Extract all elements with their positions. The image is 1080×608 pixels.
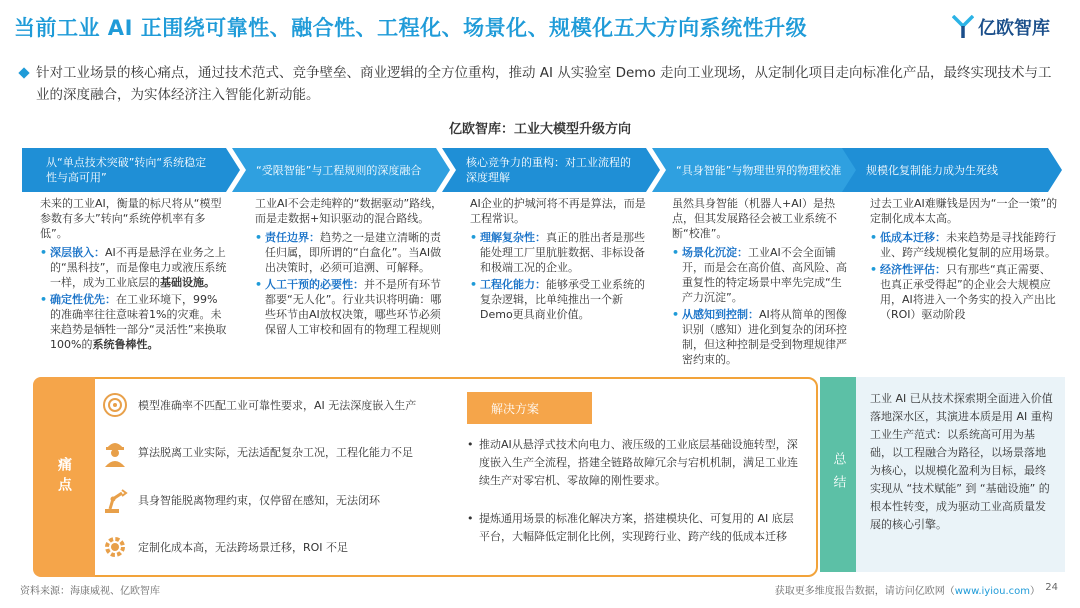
- column-4-lead: 虽然具身智能（机器人+AI）是热点，但其发展路径会被工业系统不断“校准”。: [672, 197, 837, 240]
- arrow-2-label: “受限智能”与工程规则的深度融合: [256, 163, 422, 177]
- section-title: 亿欧智库：工业大模型升级方向: [448, 122, 631, 137]
- column-3-lead: AI企业的护城河将不再是算法，而是工程常识。: [470, 197, 646, 225]
- logo: [952, 14, 1050, 40]
- column-1-lead: 未来的工业AI，衡量的标尺将从“模型参数有多大”转向“系统停机率有多低”。: [40, 197, 222, 240]
- direction-arrows: [22, 148, 1062, 192]
- arrow-5-label: 规模化复制能力成为生死线: [866, 163, 998, 177]
- column-2: [255, 196, 443, 339]
- arrow-5: [842, 148, 1062, 192]
- column-3: [470, 196, 650, 324]
- column-2-lead: 工业AI不会走纯粹的“数据驱动”路线，而是走数据+知识驱动的混合路线。: [255, 197, 443, 225]
- footer-more: [775, 582, 1040, 597]
- logo-text: 亿欧智库: [978, 18, 1050, 39]
- arrow-1: [22, 148, 240, 192]
- summary-label: 总结: [820, 377, 856, 572]
- pain-item-2: [100, 437, 413, 467]
- list-item: • 从感知到控制：AI将从简单的图像识别（感知）进化到复杂的闭环控制，但这种控制是受到物理规律严密约束的。: [682, 307, 850, 367]
- pain-item-4: [100, 532, 348, 562]
- list-item: • 确定性优先：在工业环境下，99%的准确率往往意味着1%的灾难。未来趋势是牺牲一部分“灵活性”来换取100%的系统鲁棒性。: [50, 292, 228, 352]
- arrow-2: [232, 148, 450, 192]
- list-item: • 理解复杂性：真正的胜出者是那些能处理工厂里肮脏数据、非标设备和极端工况的企业。: [480, 230, 650, 275]
- target-icon: [100, 390, 130, 420]
- pain-points-label: 痛点: [33, 377, 95, 577]
- list-item: • 深层嵌入：AI不再是悬浮在业务之上的“黑科技”，而是像电力或液压系统一样，成为工业底层的基础设施。: [50, 245, 228, 290]
- logo-icon: [952, 15, 974, 39]
- list-item: • 经济性评估：只有那些“真正需要、也真正承受得起”的企业会大规模应用，AI将进入一个务实的投入产出比（ROI）驱动阶段: [880, 262, 1060, 322]
- solution-item-2: • 提炼通用场景的标准化解决方案，搭建模块化、可复用的 AI 底层平台，大幅降低定制化比例，实现跨行业、跨产线的低成本迁移: [467, 510, 802, 546]
- intro-paragraph: [20, 62, 1060, 106]
- footer-prefix: 获取更多维度报告数据，请访问亿欧网（: [774, 586, 955, 597]
- summary-text: 工业 AI 已从技术探索期全面进入价值落地深水区，其演进本质是用 AI 重构工业生产范式：以系统高可用为基础，以工程融合为路径，以场景落地为核心，以规模化盈利为目标，最终实现从 “技术赋能” 到 “基础设施” 的根本性转变，成为驱动工业高质量发展的核心引擎。: [870, 392, 1053, 531]
- list-item: • 人工干预的必要性：并不是所有环节都要“无人化”。行业共识将明确：哪些环节由AI放权决策，哪些环节必须保留人工审校和固有的物理工程规则: [265, 277, 443, 337]
- footer-link[interactable]: www.iyiou.com: [954, 586, 1030, 597]
- arrow-3: [442, 148, 660, 192]
- pain-item-1-text: 模型准确率不匹配工业可靠性要求，AI 无法深度嵌入生产: [138, 399, 417, 412]
- pain-item-1: [100, 390, 416, 420]
- pain-item-3: [100, 485, 380, 515]
- list-item: • 低成本迁移：未来趋势是寻找能跨行业、跨产线规模化复制的应用场景。: [880, 230, 1060, 260]
- page-number: 24: [1045, 582, 1058, 593]
- list-item: • 责任边界：趋势之一是建立清晰的责任归属，即所谓的“白盒化”。当AI做出决策时，必须可追溯、可解释。: [265, 230, 443, 275]
- solutions-header: 解决方案: [467, 392, 592, 424]
- column-4: [672, 196, 850, 369]
- worker-icon: [100, 437, 130, 467]
- pain-item-3-text: 具身智能脱离物理约束，仅停留在感知，无法闭环: [138, 494, 380, 507]
- arrow-4: [652, 148, 870, 192]
- diamond-bullet-icon: [18, 67, 29, 78]
- source-note: 资料来源：海康威视、亿欧智库: [20, 586, 160, 597]
- arrow-1-label: 从“单点技术突破”转向“系统稳定性与高可用”: [46, 156, 207, 184]
- intro-text: 针对工业场景的核心痛点，通过技术范式、竞争壁垒、商业逻辑的全方位重构，推动 AI 从实验室 Demo 走向工业现场，从定制化项目走向标准化产品，最终实现技术与工业的深度融合，为实体经济注入智能化新动能。: [36, 65, 1052, 103]
- solution-item-1: • 推动AI从悬浮式技术向电力、液压级的工业底层基础设施转型，深度嵌入生产全流程，搭建全链路故障冗余与宕机机制，满足工业连续生产对零宕机、零故障的刚性要求。: [467, 436, 802, 490]
- footer-suffix: ）: [1030, 586, 1040, 597]
- robot-arm-icon: [100, 485, 130, 515]
- arrow-3-label: 核心竞争力的重构：对工业流程的深度理解: [466, 156, 631, 184]
- page-title: 当前工业 AI 正围绕可靠性、融合性、工程化、场景化、规模化五大方向系统性升级: [14, 16, 808, 40]
- pain-item-2-text: 算法脱离工业实际，无法适配复杂工况，工程化能力不足: [138, 446, 413, 459]
- list-item: • 场景化沉淀：工业AI不会全面铺开，而是会在高价值、高风险、高重复性的特定场景中率先完成“生产力沉淀”。: [682, 245, 850, 305]
- column-1: [40, 196, 228, 354]
- column-5: [870, 196, 1060, 324]
- column-5-lead: 过去工业AI难赚钱是因为“一企一策”的定制化成本太高。: [870, 197, 1058, 225]
- gear-icon: [100, 532, 130, 562]
- pain-item-4-text: 定制化成本高，无法跨场景迁移，ROI 不足: [138, 541, 349, 554]
- list-item: • 工程化能力：能够承受工业系统的复杂逻辑，比单纯推出一个新Demo更具商业价值。: [480, 277, 650, 322]
- arrow-4-label: “具身智能”与物理世界的物理校准: [676, 163, 842, 177]
